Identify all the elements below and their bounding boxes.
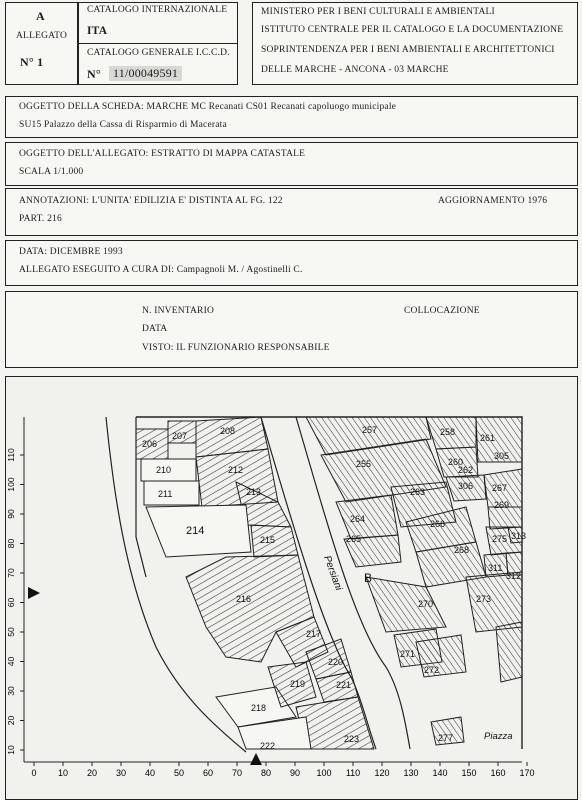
parcel-east-strip bbox=[496, 622, 522, 682]
catalog-int-value: ITA bbox=[87, 25, 108, 37]
allegato-object-box bbox=[5, 142, 578, 186]
svg-text:271: 271 bbox=[400, 649, 416, 659]
svg-text:266: 266 bbox=[430, 519, 446, 529]
inventario-data: DATA bbox=[142, 324, 168, 334]
svg-text:208: 208 bbox=[220, 426, 236, 436]
svg-text:263: 263 bbox=[410, 487, 426, 497]
y-tick-label: 60 bbox=[6, 597, 16, 608]
svg-text:268: 268 bbox=[454, 545, 470, 555]
ministry-line-3: SOPRINTENDENZA PER I BENI AMBIENTALI E ARCHITETTONICI bbox=[261, 45, 555, 55]
oggetto-box bbox=[5, 96, 578, 138]
data-box bbox=[5, 240, 578, 286]
x-tick-label: 90 bbox=[289, 768, 301, 778]
visto: VISTO: IL FUNZIONARIO RESPONSABILE bbox=[142, 343, 330, 353]
x-tick-label: 120 bbox=[374, 768, 390, 778]
svg-text:255: 255 bbox=[356, 459, 372, 469]
ministry-line-1: MINISTERO PER I BENI CULTURALI E AMBIENTALI bbox=[261, 7, 495, 17]
x-tick-label: 140 bbox=[432, 768, 448, 778]
oggetto-line-1: OGGETTO DELLA SCHEDA: MARCHE MC Recanati CS01 Recanati capoluogo municipale bbox=[19, 102, 397, 112]
street-label-piazza: Piazza bbox=[484, 731, 513, 742]
catalog-int-label: CATALOGO INTERNAZIONALE bbox=[87, 5, 228, 15]
svg-text:223: 223 bbox=[344, 734, 360, 744]
svg-text:267: 267 bbox=[492, 483, 508, 493]
svg-text:220: 220 bbox=[328, 657, 344, 667]
svg-text:211: 211 bbox=[158, 489, 173, 499]
y-tick-label: 20 bbox=[6, 715, 16, 726]
svg-text:305: 305 bbox=[494, 451, 510, 461]
west-arrow-marker bbox=[28, 587, 40, 599]
y-axis-ticks bbox=[6, 448, 24, 755]
svg-text:265: 265 bbox=[346, 534, 362, 544]
allegato-label: ALLEGATO bbox=[16, 31, 68, 41]
y-tick-label: 70 bbox=[6, 568, 16, 578]
x-tick-label: 160 bbox=[490, 768, 506, 778]
y-tick-label: 40 bbox=[6, 656, 16, 667]
svg-text:217: 217 bbox=[306, 629, 322, 639]
svg-text:222: 222 bbox=[260, 741, 276, 751]
allegato-number: N° 1 bbox=[20, 55, 44, 69]
svg-text:261: 261 bbox=[480, 433, 496, 443]
y-tick-label: 50 bbox=[6, 627, 16, 637]
inventario-number: N. INVENTARIO bbox=[142, 306, 215, 316]
x-tick-label: 150 bbox=[461, 768, 477, 778]
svg-text:262: 262 bbox=[458, 465, 474, 475]
allegato-object-line-1: OGGETTO DELL'ALLEGATO: ESTRATTO DI MAPPA CATASTALE bbox=[19, 149, 306, 159]
svg-text:218: 218 bbox=[251, 703, 267, 713]
catalog-gen-prefix: N° bbox=[87, 67, 101, 81]
annotazioni-line-2: PART. 216 bbox=[19, 214, 62, 224]
aggiornamento: AGGIORNAMENTO 1976 bbox=[438, 196, 548, 206]
catalog-divider bbox=[79, 43, 237, 44]
x-tick-label: 80 bbox=[260, 768, 272, 778]
svg-text:258: 258 bbox=[440, 427, 456, 437]
oggetto-line-2: SU15 Palazzo della Cassa di Risparmio di Macerata bbox=[19, 120, 227, 130]
svg-text:221: 221 bbox=[336, 680, 352, 690]
svg-text:213: 213 bbox=[246, 487, 262, 497]
x-tick-label: 30 bbox=[115, 768, 127, 778]
cadastral-map bbox=[6, 377, 577, 799]
svg-text:270: 270 bbox=[418, 599, 434, 609]
y-tick-label: 80 bbox=[6, 538, 16, 549]
inventario-box bbox=[5, 291, 578, 368]
parcel-273 bbox=[466, 572, 522, 632]
x-tick-label: 50 bbox=[173, 768, 185, 778]
svg-text:273: 273 bbox=[476, 594, 492, 604]
svg-text:272: 272 bbox=[424, 665, 440, 675]
svg-text:313: 313 bbox=[511, 531, 527, 541]
x-axis-ticks bbox=[31, 762, 534, 778]
south-arrow-marker bbox=[250, 753, 262, 765]
svg-text:311: 311 bbox=[488, 563, 503, 573]
x-tick-label: 70 bbox=[231, 768, 243, 778]
x-tick-label: 130 bbox=[403, 768, 419, 778]
parcel-269 bbox=[488, 507, 522, 529]
allegato-box bbox=[5, 2, 78, 85]
data-line-2: ALLEGATO ESEGUITO A CURA DI: Campagnoli M. / Agostinelli C. bbox=[19, 265, 303, 275]
svg-text:312: 312 bbox=[506, 571, 522, 581]
parcel-264 bbox=[336, 495, 398, 539]
y-tick-label: 110 bbox=[6, 448, 16, 462]
street-label-persiani: Persiani bbox=[321, 554, 344, 592]
svg-text:210: 210 bbox=[156, 465, 172, 475]
catalog-box bbox=[78, 2, 238, 85]
ministry-line-4: DELLE MARCHE - ANCONA - 03 MARCHE bbox=[261, 65, 449, 75]
y-tick-label: 30 bbox=[6, 686, 16, 696]
x-tick-label: 100 bbox=[316, 768, 332, 778]
y-tick-label: 10 bbox=[6, 745, 16, 755]
catalog-gen-number: 11/00049591 bbox=[109, 66, 182, 81]
svg-text:212: 212 bbox=[228, 465, 244, 475]
svg-text:264: 264 bbox=[350, 514, 366, 524]
x-tick-label: 0 bbox=[31, 768, 37, 778]
x-tick-label: 170 bbox=[519, 768, 535, 778]
ministry-line-2: ISTITUTO CENTRALE PER IL CATALOGO E LA DOCUMENTAZIONE bbox=[261, 25, 564, 35]
x-tick-label: 40 bbox=[144, 768, 156, 778]
x-tick-label: 110 bbox=[345, 768, 361, 778]
svg-text:206: 206 bbox=[142, 439, 158, 449]
x-tick-label: 10 bbox=[57, 768, 69, 778]
x-tick-label: 60 bbox=[202, 768, 214, 778]
map-frame bbox=[5, 376, 578, 800]
block-label-b: B bbox=[364, 571, 373, 585]
annotazioni-box bbox=[5, 188, 578, 236]
svg-text:215: 215 bbox=[260, 535, 276, 545]
allegato-letter: A bbox=[36, 9, 45, 23]
y-tick-label: 100 bbox=[6, 477, 16, 492]
annotazioni-line-1: ANNOTAZIONI: L'UNITA' EDILIZIA E' DISTINTA AL FG. 122 bbox=[19, 196, 283, 206]
data-line-1: DATA: DICEMBRE 1993 bbox=[19, 247, 123, 257]
allegato-object-line-2: SCALA 1/1.000 bbox=[19, 167, 84, 177]
ministry-box bbox=[252, 2, 578, 85]
catalog-gen-label: CATALOGO GENERALE I.C.C.D. bbox=[87, 48, 230, 58]
svg-text:306: 306 bbox=[458, 481, 474, 491]
svg-text:275: 275 bbox=[492, 534, 508, 544]
svg-text:269: 269 bbox=[494, 500, 510, 510]
collocazione: COLLOCAZIONE bbox=[404, 306, 480, 316]
svg-text:216: 216 bbox=[236, 594, 252, 604]
y-tick-label: 90 bbox=[6, 509, 16, 519]
svg-text:260: 260 bbox=[448, 457, 464, 467]
x-tick-label: 20 bbox=[86, 768, 98, 778]
svg-text:277: 277 bbox=[438, 733, 454, 743]
svg-text:219: 219 bbox=[290, 679, 306, 689]
svg-text:214: 214 bbox=[186, 525, 205, 537]
svg-text:257: 257 bbox=[362, 425, 378, 435]
svg-text:207: 207 bbox=[172, 431, 188, 441]
